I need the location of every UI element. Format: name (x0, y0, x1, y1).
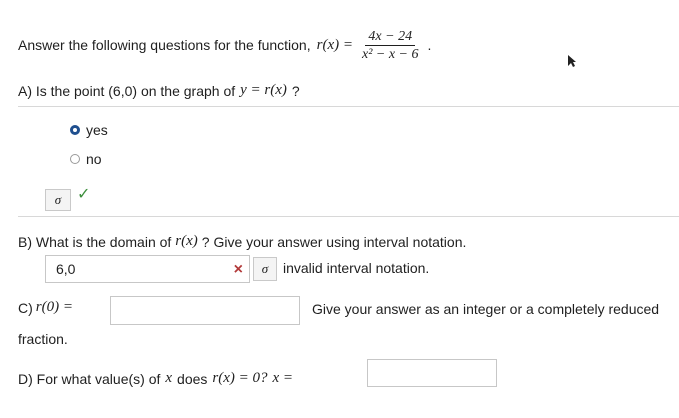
part-d-var: x (165, 370, 173, 386)
part-a-end: ? (291, 82, 300, 99)
part-d-math: r(x) = 0? (212, 370, 268, 386)
sigma-button[interactable] (45, 189, 71, 211)
error-x-icon: × (233, 261, 243, 278)
part-d-label: D) For what value(s) of (18, 370, 161, 387)
option-no[interactable] (70, 151, 102, 167)
r0-input[interactable] (110, 296, 300, 325)
domain-input[interactable] (45, 255, 250, 283)
part-c-question (18, 299, 73, 316)
fraction-denominator: x² − x − 6 (361, 46, 419, 62)
option-yes[interactable] (70, 122, 108, 138)
header-period: . (427, 37, 432, 53)
domain-input-value: 6,0 (56, 261, 76, 277)
part-d-mid: does (177, 370, 208, 387)
sigma-icon: σ (54, 192, 62, 207)
part-c-instruction: Give your answer as an integer or a completely reduced (312, 301, 660, 317)
part-c-label: C) (18, 299, 33, 316)
radio-yes[interactable] (70, 125, 80, 135)
part-c-instruction-cont: fraction. (18, 331, 68, 347)
divider (18, 106, 679, 107)
arrow-cursor-icon (567, 54, 577, 68)
radio-no[interactable] (70, 154, 80, 164)
part-b-question (18, 233, 466, 250)
x-value-input[interactable] (367, 359, 497, 387)
sigma-button[interactable] (253, 257, 277, 281)
feedback-text: invalid interval notation. (283, 260, 430, 276)
part-d-question (18, 370, 293, 387)
sigma-icon: σ (261, 261, 269, 276)
function-fraction (359, 28, 422, 63)
option-no-label: no (86, 151, 102, 167)
function-lhs: r(x) = (316, 36, 353, 53)
fraction-numerator: 4x − 24 (365, 28, 415, 46)
part-b-label: B) What is the domain of (18, 233, 172, 250)
part-a-label: A) Is the point (6,0) on the graph of (18, 82, 236, 99)
part-b-math: r(x) (175, 233, 198, 249)
question-header (18, 24, 431, 66)
part-a-math: y = r(x) (240, 82, 287, 98)
divider (18, 216, 679, 217)
question-intro: Answer the following questions for the function, (18, 37, 311, 53)
part-b-rest: ? Give your answer using interval notation. (201, 233, 467, 250)
part-c-math: r(0) = (35, 299, 73, 315)
check-icon: ✓ (77, 186, 91, 203)
option-yes-label: yes (86, 122, 108, 138)
part-d-lhs: x = (272, 370, 294, 386)
part-a-question (18, 82, 300, 99)
